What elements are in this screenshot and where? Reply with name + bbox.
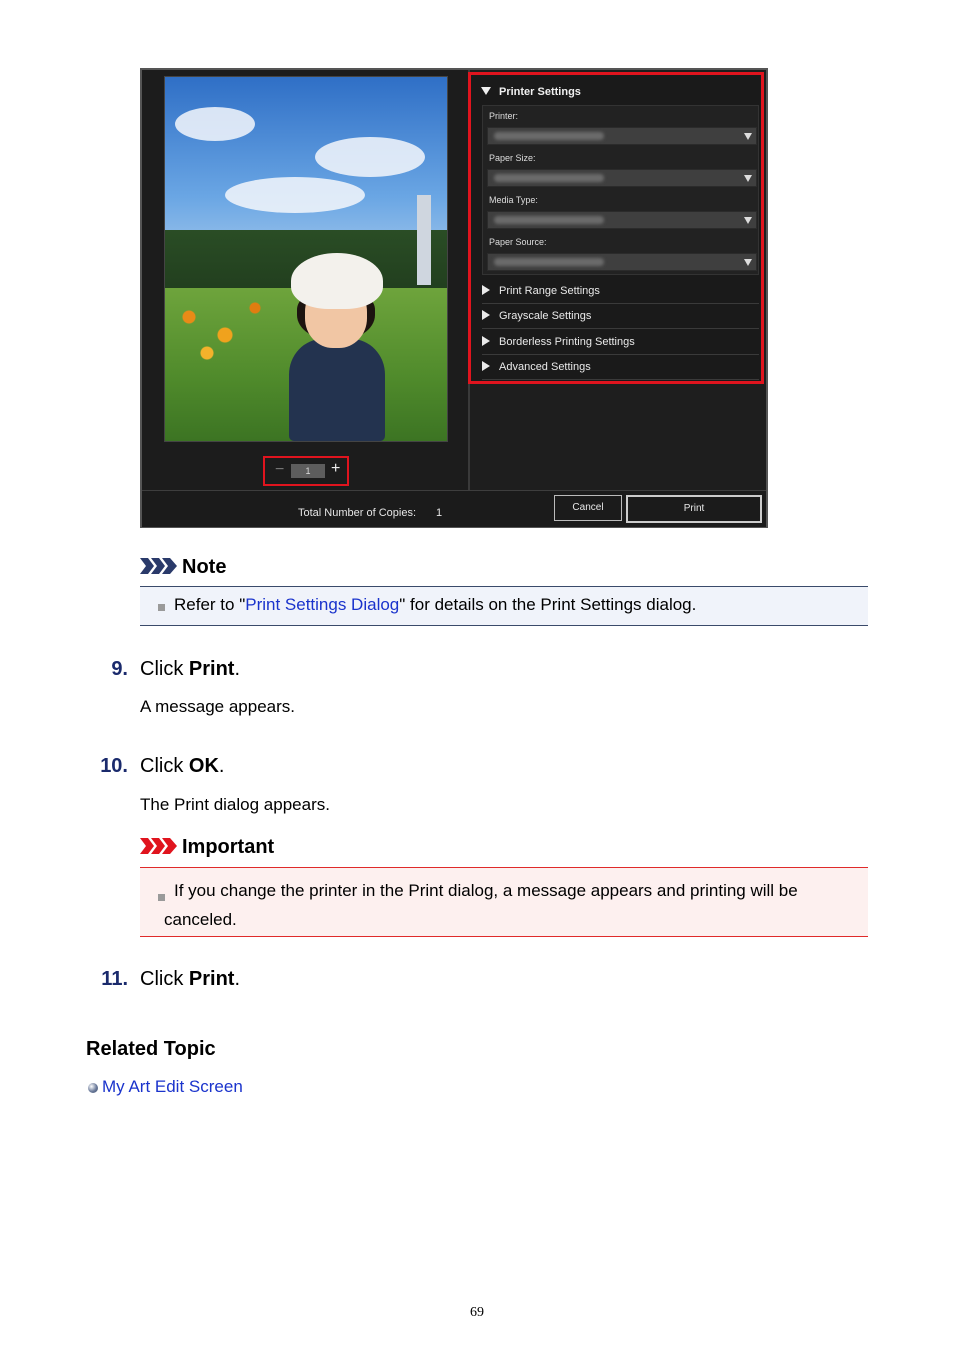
note-box	[140, 586, 868, 626]
printer-select[interactable]	[487, 127, 757, 145]
related-topic-heading: Related Topic	[86, 1038, 216, 1060]
media-type-select[interactable]	[487, 211, 757, 229]
preview-photo	[164, 76, 448, 442]
step-text: Click Print.	[140, 968, 241, 990]
print-range-settings[interactable]: Print Range Settings	[482, 280, 759, 304]
printer-settings-header[interactable]: Printer Settings	[481, 86, 581, 98]
paper-size-label: Paper Size:	[489, 153, 536, 163]
note-heading: Note	[140, 556, 226, 579]
important-chevron-icon	[140, 837, 178, 855]
triangle-down-icon	[481, 87, 491, 95]
grayscale-settings[interactable]: Grayscale Settings	[482, 305, 759, 329]
note-chevron-icon	[140, 557, 178, 575]
triangle-right-icon	[482, 285, 490, 295]
dropdown-arrow-icon	[744, 133, 752, 140]
important-box	[140, 867, 868, 937]
page-number: 69	[470, 1305, 484, 1320]
important-text: If you change the printer in the Print dialog, a message appears and printing will be canceled.	[164, 881, 798, 929]
print-button[interactable]: Print	[626, 495, 762, 523]
dialog-footer	[142, 490, 766, 527]
preview-pane	[142, 70, 468, 490]
step-10-desc: The Print dialog appears.	[140, 795, 330, 814]
cancel-button[interactable]: Cancel	[554, 495, 622, 521]
note-text: Refer to "Print Settings Dialog" for details on the Print Settings dialog.	[174, 595, 697, 614]
bullet-icon	[158, 604, 165, 611]
printer-settings-panel	[468, 72, 764, 384]
copies-stepper[interactable]	[263, 456, 349, 486]
dropdown-arrow-icon	[744, 217, 752, 224]
printer-fields-group	[482, 105, 759, 275]
paper-size-select[interactable]	[487, 169, 757, 187]
step-text: Click OK.	[140, 755, 225, 777]
printer-label: Printer:	[489, 111, 519, 121]
bullet-icon	[88, 1083, 98, 1093]
print-dialog-screenshot	[140, 68, 768, 528]
copies-field[interactable]: 1	[291, 464, 325, 478]
step-9-desc: A message appears.	[140, 697, 295, 716]
advanced-settings[interactable]: Advanced Settings	[482, 356, 759, 380]
paper-source-label: Paper Source:	[489, 237, 547, 247]
borderless-printing-settings[interactable]: Borderless Printing Settings	[482, 331, 759, 355]
print-settings-dialog-link[interactable]: Print Settings Dialog	[245, 595, 400, 614]
dropdown-arrow-icon	[744, 175, 752, 182]
triangle-right-icon	[482, 361, 490, 371]
my-art-edit-screen-link[interactable]: My Art Edit Screen	[102, 1077, 243, 1096]
minus-icon[interactable]: −	[275, 461, 285, 478]
total-copies: Total Number of Copies: 1	[298, 507, 443, 519]
triangle-right-icon	[482, 310, 490, 320]
paper-source-select[interactable]	[487, 253, 757, 271]
step-number: 10.	[100, 755, 128, 777]
step-text: Click Print.	[140, 658, 241, 680]
important-heading: Important	[140, 836, 274, 859]
dropdown-arrow-icon	[744, 259, 752, 266]
related-topic-item	[88, 1077, 243, 1097]
triangle-right-icon	[482, 336, 490, 346]
step-number: 9.	[111, 658, 128, 680]
plus-icon[interactable]: +	[331, 460, 341, 477]
step-number: 11.	[101, 968, 128, 990]
media-type-label: Media Type:	[489, 195, 538, 205]
